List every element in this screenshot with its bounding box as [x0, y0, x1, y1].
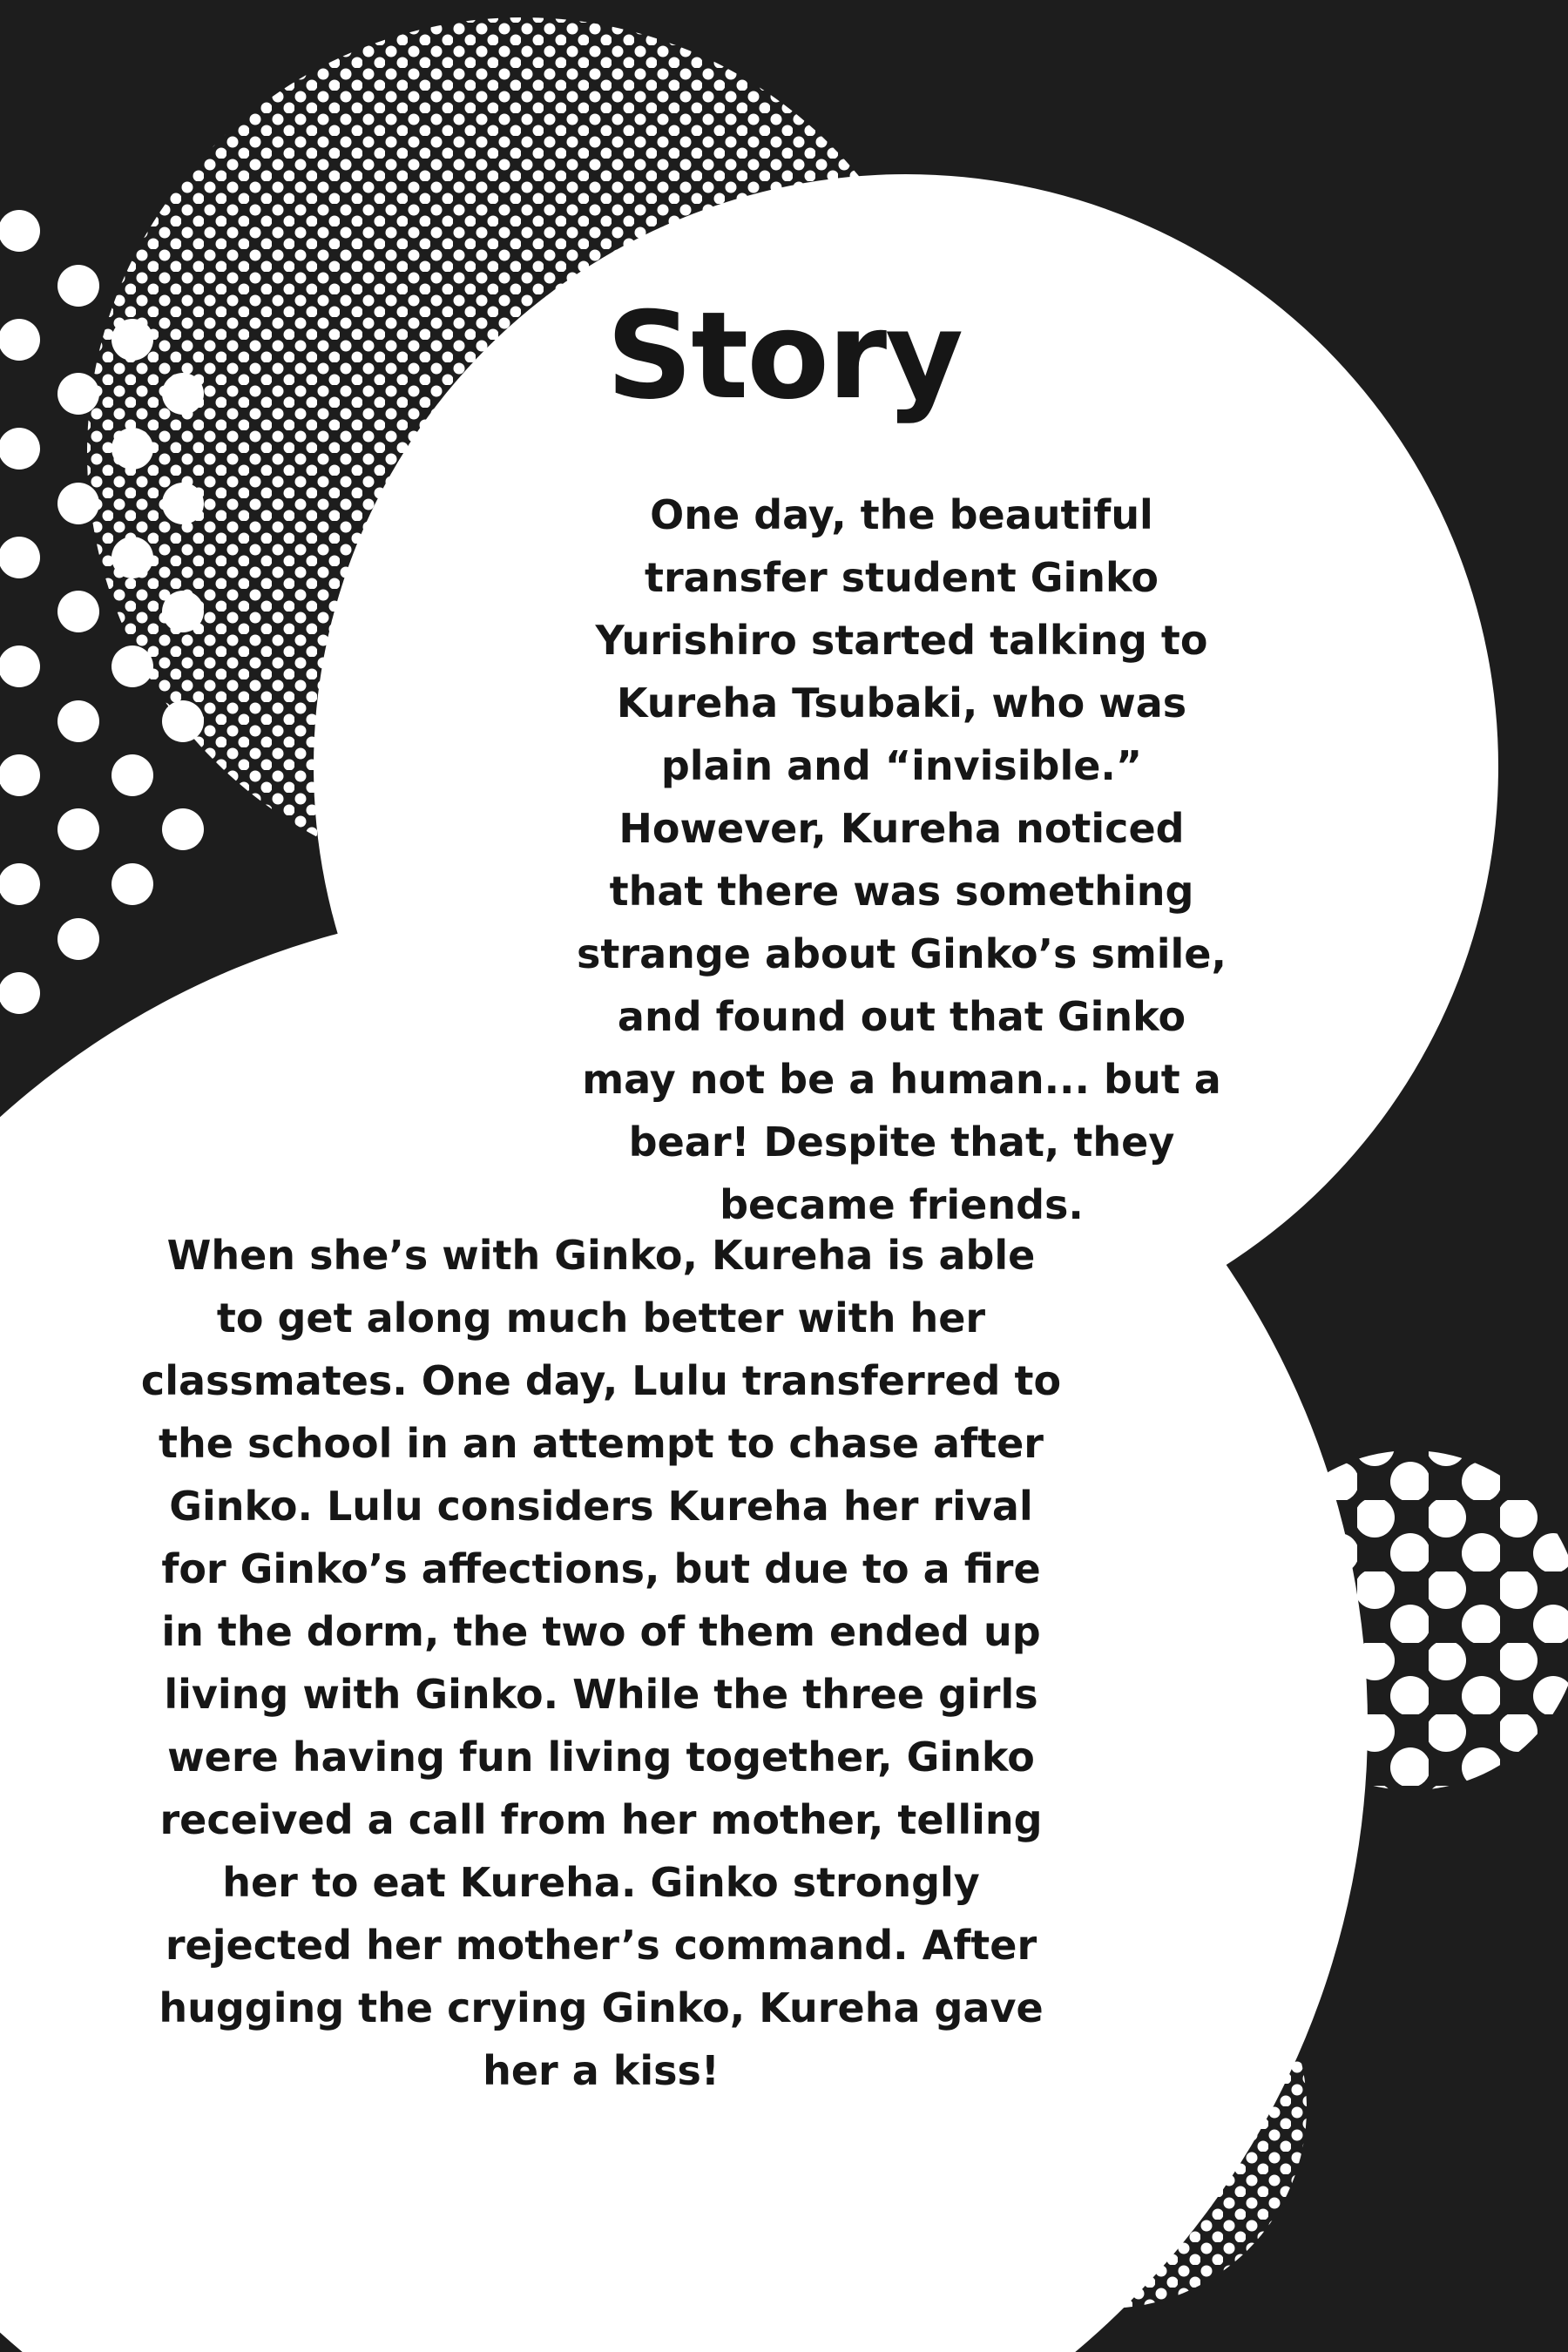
story-paragraph-2: When she’s with Ginko, Kureha is able to get along much better with her classmates. One day, Lulu transferred to the school in an attempt to chase after Ginko. Lulu considers Kureha her rival for Ginko’s affections, but due to a fire in the dorm, the two of them ended up living with Ginko. While the three girls were having fun living together, Ginko received a call from her mother, telling her to eat Kureha. Ginko strongly rejected her mother’s command. After hugging the crying Ginko, Kureha gave her a kiss! — [140, 1232, 1062, 2094]
story-paragraph-1: One day, the beautiful transfer student Ginko Yurishiro started talking to Kureha Tsubaki, who was plain and “invisible.” However, Kureha noticed that there was something strange about Ginko’s smile, and found out that Ginko may not be a human... but a bear! Despite that, they became friends. — [577, 491, 1227, 1228]
page-title: Story — [605, 286, 963, 426]
